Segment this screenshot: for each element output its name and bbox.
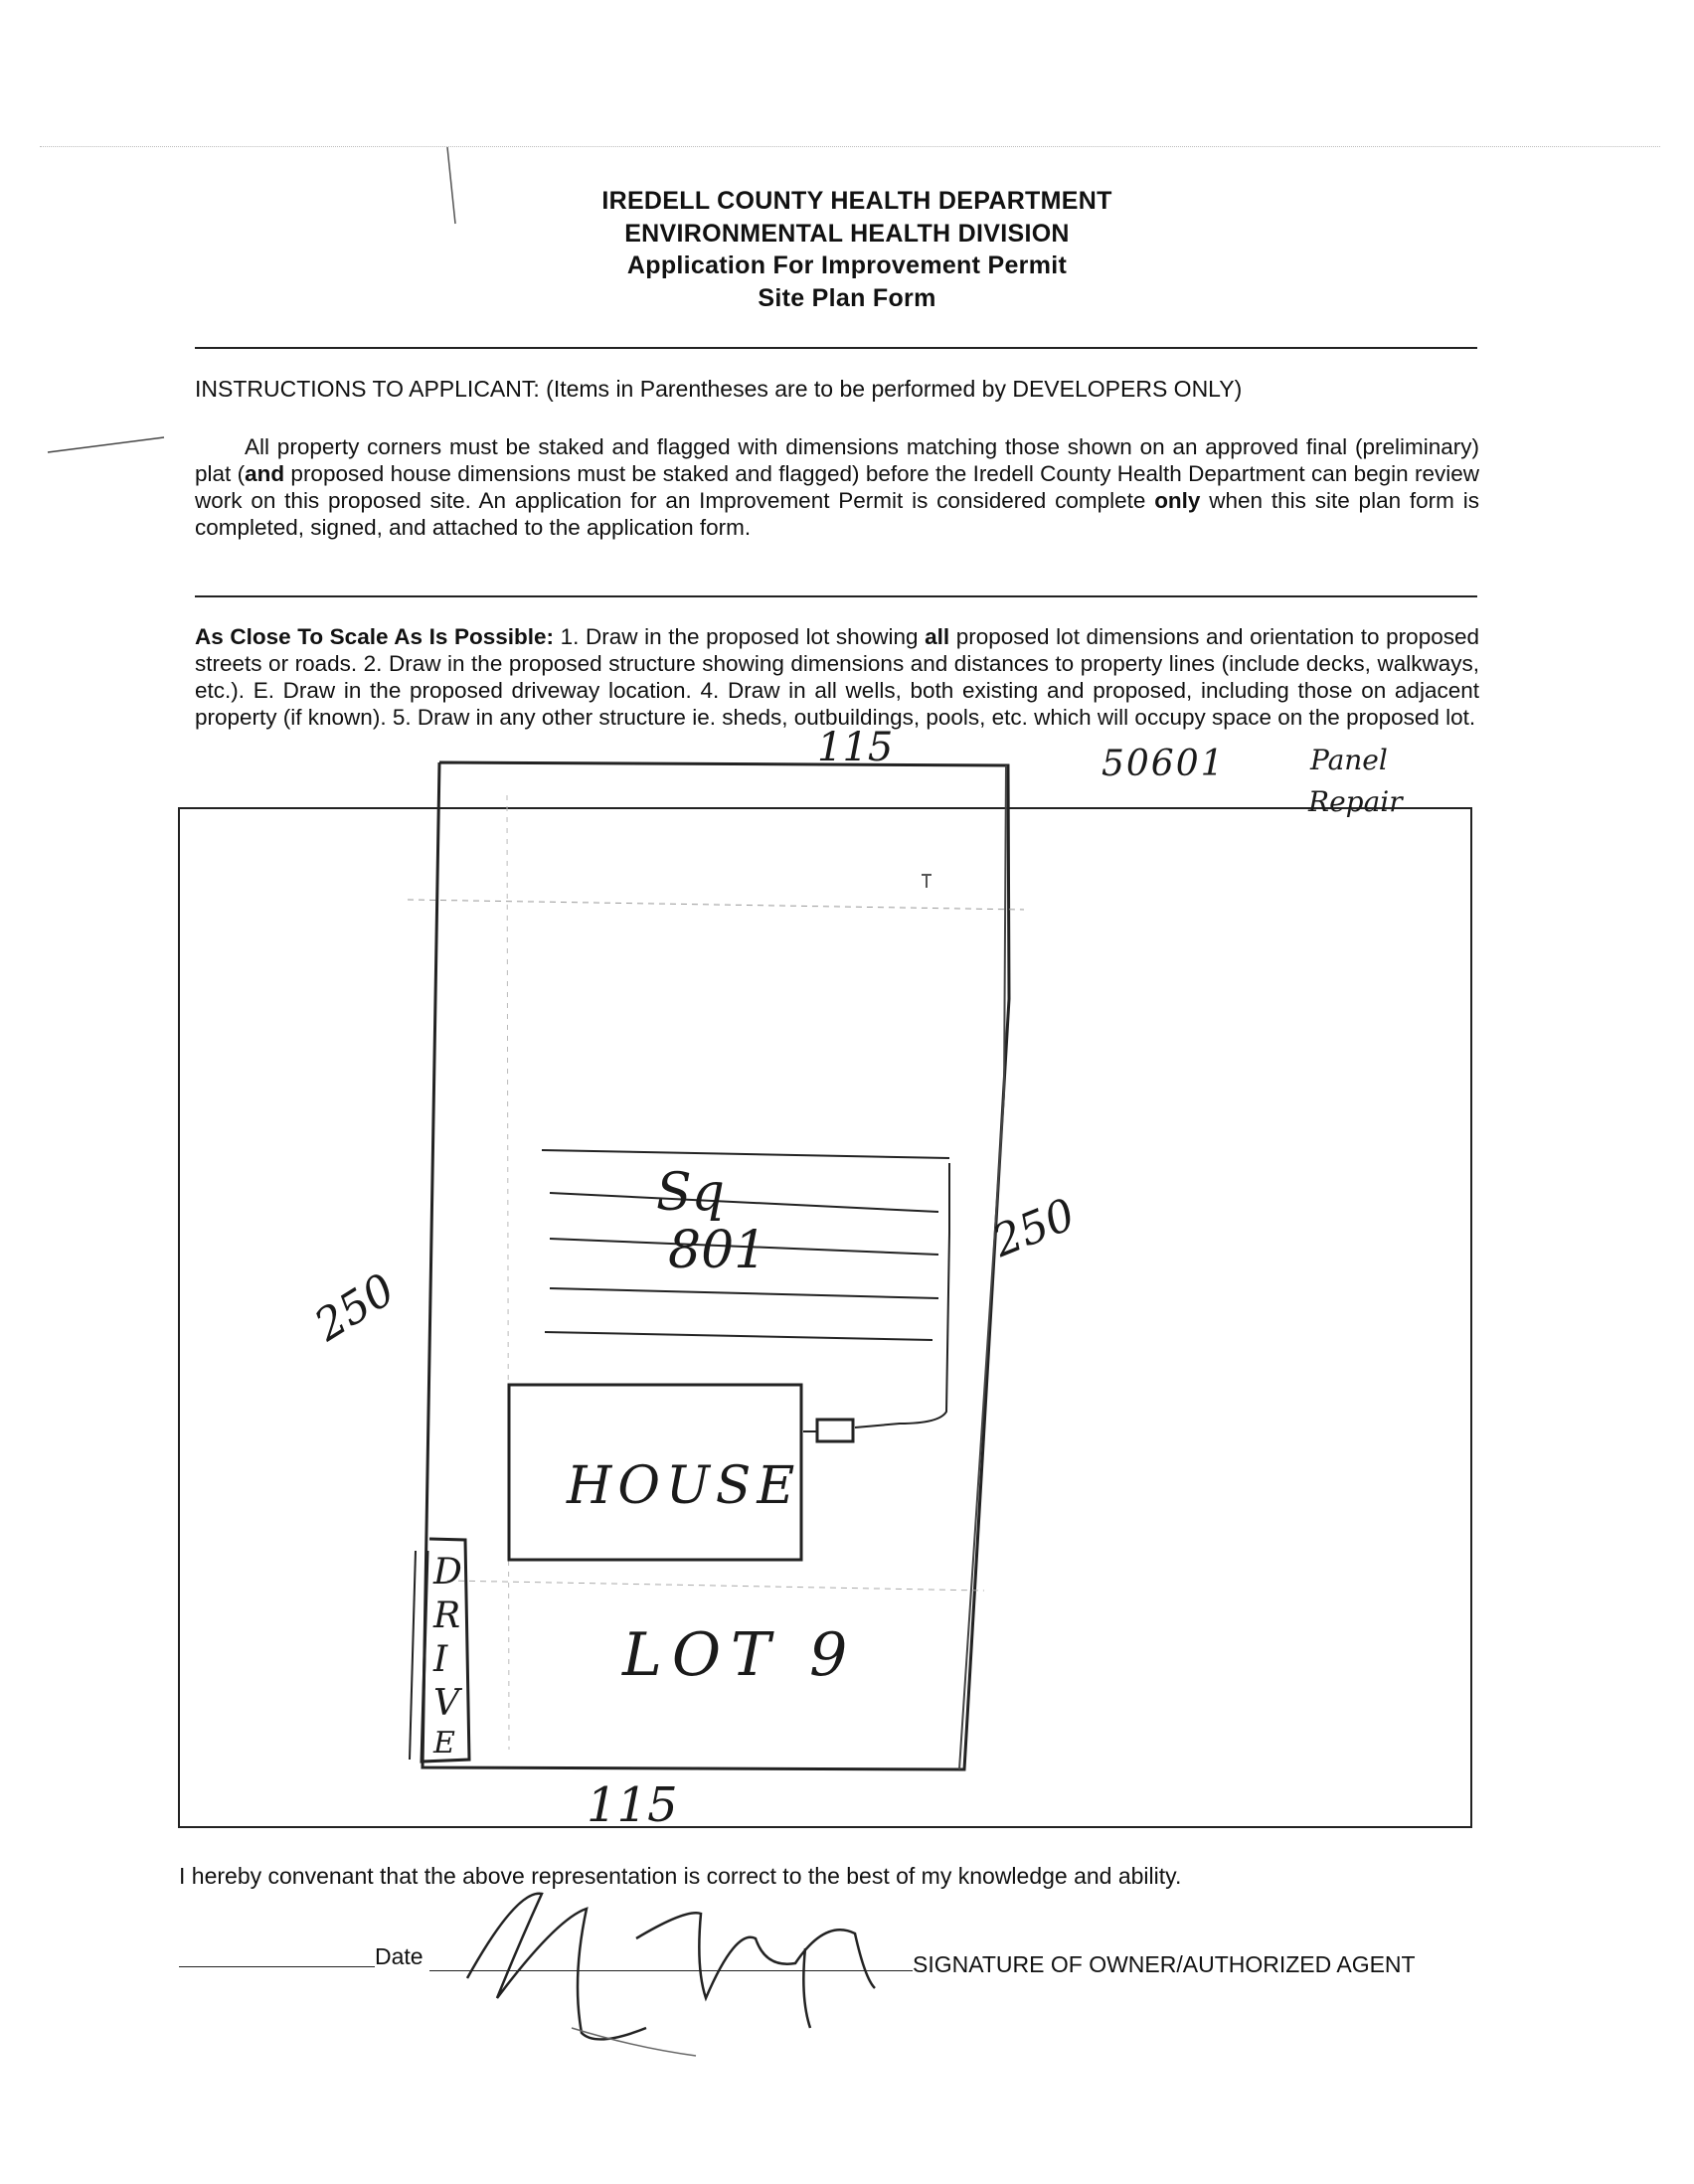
department-title: IREDELL COUNTY HEALTH DEPARTMENT (601, 187, 1112, 215)
left-dimension-label: 250 (305, 1263, 405, 1352)
certification-statement: I hereby convenant that the above representation is correct to the best of my knowledge and ability. (179, 1863, 1182, 1889)
left-margin-mark (48, 437, 164, 452)
instructions-text-a: All property corners must be staked and flagged with dimensions matching those shown on an approved final (preliminary) plat ( (195, 434, 1479, 486)
faint-guide (447, 1581, 984, 1591)
note-panel: Panel (1310, 744, 1388, 776)
drain-line (545, 1332, 932, 1340)
date-line-left (179, 1966, 375, 1967)
faint-guide (507, 795, 509, 1750)
division-title: ENVIRONMENTAL HEALTH DIVISION (624, 220, 1070, 248)
driveway-letter: E (433, 1726, 455, 1761)
driveway-letter: V (433, 1683, 459, 1724)
driveway-letter: D (433, 1552, 462, 1593)
drain-connector (855, 1163, 949, 1428)
driveway-label (433, 1551, 463, 1762)
application-title: Application For Improvement Permit (626, 252, 1068, 279)
drain-line (550, 1193, 938, 1212)
driveway-letter: R (433, 1596, 461, 1636)
scale-heading: As Close To Scale As Is Possible: (195, 624, 555, 649)
scale-text-2: proposed lot dimensions and orientation to proposed streets or roads. 2. Draw in the proposed structure showing dimensions and distances to property lines (include decks, walkways, etc.). E. Draw in the proposed driveway location. 4. Draw in all wells, both existing and proposed, including those on adjacent property (if known). 5. Draw in any other structure ie. sheds, outbuildings, pools, etc. which will occupy space on the proposed lot. (195, 624, 1479, 730)
lot-label: LOT 9 (622, 1620, 858, 1690)
right-dimension-label: 250 (985, 1189, 1083, 1267)
scale-bold-all: all (925, 624, 950, 649)
top-margin-mark (447, 147, 455, 224)
signature-label: SIGNATURE OF OWNER/AUTHORIZED AGENT (913, 1951, 1416, 1977)
instructions-bold-and: and (245, 461, 285, 486)
faint-guide (408, 900, 1024, 910)
date-label: Date (375, 1943, 424, 1969)
driveway-letter: I (433, 1639, 448, 1680)
square-feet-value: 801 (668, 1221, 767, 1280)
date-signature-line (429, 1970, 913, 1971)
septic-tank (817, 1420, 853, 1441)
scale-text-1: 1. Draw in the proposed lot showing (554, 624, 926, 649)
note-code: 50601 (1101, 744, 1226, 784)
drain-line (542, 1150, 949, 1158)
house-label: HOUSE (567, 1456, 801, 1516)
instructions-heading: INSTRUCTIONS TO APPLICANT: (Items in Parentheses are to be performed by DEVELOPERS ONLY) (195, 376, 1243, 402)
instructions-text-b: proposed house dimensions must be staked and flagged) before the Iredell County Health Department can begin review work on this proposed site. An application for an Improvement Permit is considered complete (195, 461, 1479, 513)
lot-outline-right (959, 765, 1006, 1769)
driveway-edge (410, 1551, 416, 1760)
drain-line (550, 1288, 938, 1298)
square-feet-label: Sq (656, 1163, 725, 1223)
top-dimension-label: 115 (817, 725, 894, 770)
instructions-bold-only: only (1154, 488, 1201, 513)
bottom-dimension-label: 115 (587, 1777, 678, 1833)
signature (467, 1894, 875, 2040)
note-repair: Repair (1308, 785, 1403, 818)
form-title: Site Plan Form (758, 284, 936, 312)
instructions-text-c: when this site plan form is completed, signed, and attached to the application form. (195, 488, 1479, 540)
